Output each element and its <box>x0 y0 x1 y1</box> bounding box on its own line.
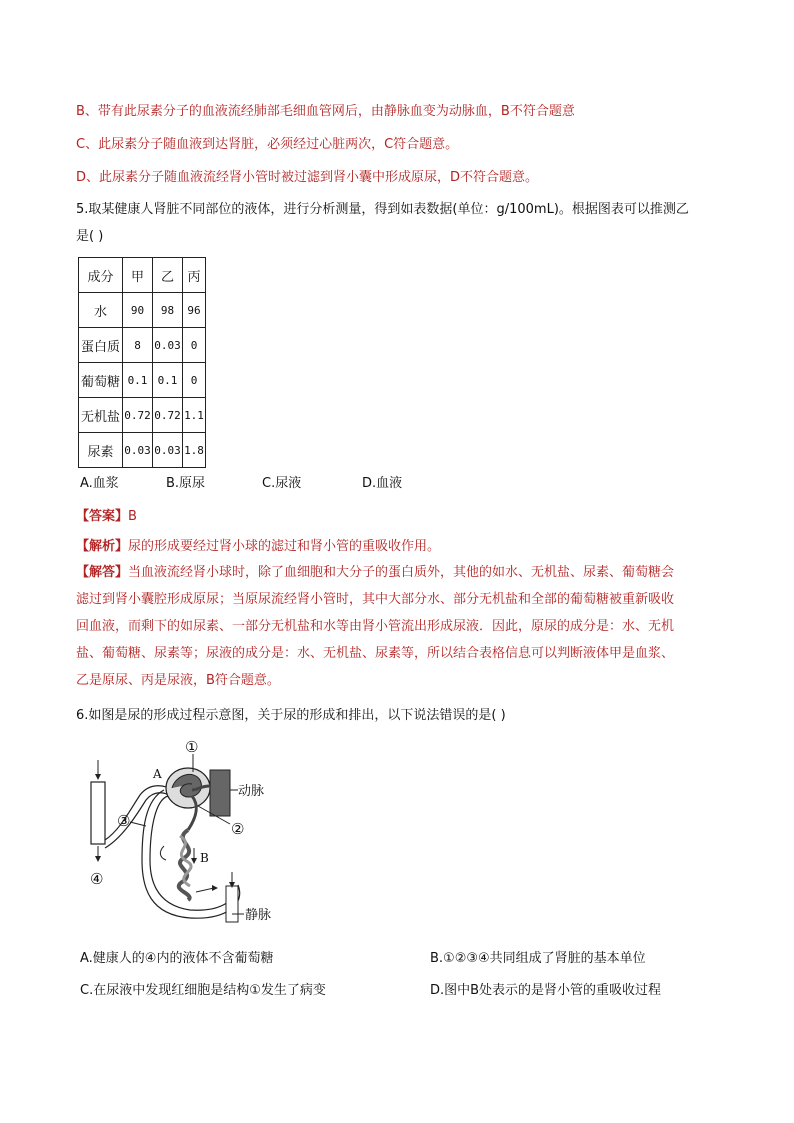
table-cell: 98 <box>153 293 183 328</box>
table-cell: 90 <box>123 293 153 328</box>
label-vein: 静脉 <box>245 908 272 923</box>
q5-option-b: B.原尿 <box>166 476 206 491</box>
analysis-tag: 【解析】 <box>76 539 129 554</box>
table-cell: 无机盐 <box>79 398 123 433</box>
answer-value: B <box>128 509 137 524</box>
table-cell: 8 <box>123 328 153 363</box>
b-arrowhead <box>191 858 197 864</box>
leader-3 <box>130 822 146 826</box>
table-cell: 蛋白质 <box>79 328 123 363</box>
table-cell: 1.1 <box>183 398 206 433</box>
table-cell: 0 <box>183 328 206 363</box>
table-cell: 0 <box>183 363 206 398</box>
q5-solution-line: 乙是原尿、丙是尿液，B符合题意。 <box>76 673 280 688</box>
label-4: ④ <box>90 870 104 888</box>
table-cell: 0.03 <box>123 433 153 468</box>
table-cell: 0.03 <box>153 433 183 468</box>
solution-line-c: C、此尿素分子随血液到达肾脏，必须经过心脏两次，C符合题意。 <box>76 137 459 152</box>
table-cell: 尿素 <box>79 433 123 468</box>
reabsorption-arrow <box>160 846 166 860</box>
q6-option-a: A.健康人的④内的液体不含葡萄糖 <box>80 951 274 966</box>
q5-option-c: C.尿液 <box>262 476 302 491</box>
q6-option-c: C.在尿液中发现红细胞是结构①发生了病变 <box>80 983 326 998</box>
solution-line-d: D、此尿素分子随血液流经肾小管时被过滤到肾小囊中形成原尿，D不符合题意。 <box>76 170 539 185</box>
table-cell: 0.1 <box>153 363 183 398</box>
label-2: ② <box>231 820 245 838</box>
table-header-cell: 乙 <box>153 258 183 293</box>
q5-solution-line: 回血液，而剩下的如尿素、一部分无机盐和水等由肾小管流出形成尿液．因此，原尿的成分是：水、无机 <box>76 619 675 634</box>
table-cell: 葡萄糖 <box>79 363 123 398</box>
solution-tag: 【解答】 <box>76 565 129 580</box>
label-3: ③ <box>117 812 131 830</box>
duct-in-arrowhead <box>95 774 101 780</box>
table-cell: 0.1 <box>123 363 153 398</box>
table-cell: 0.03 <box>153 328 183 363</box>
answer-tag: 【答案】 <box>76 509 129 524</box>
label-b: B <box>200 851 209 865</box>
table-cell: 0.72 <box>123 398 153 433</box>
table-cell: 水 <box>79 293 123 328</box>
q5-stem-line2: 是( ) <box>76 229 104 244</box>
table-cell: 96 <box>183 293 206 328</box>
q5-option-d: D.血液 <box>362 476 403 491</box>
table-header-cell: 成分 <box>79 258 123 293</box>
table-cell: 1.8 <box>183 433 206 468</box>
solution-line-b: B、带有此尿素分子的血液流经肺部毛细血管网后，由静脉血变为动脉血，B不符合题意 <box>76 104 575 119</box>
q5-solution-line: 滤过到肾小囊腔形成原尿；当原尿流经肾小管时，其中大部分水、部分无机盐和全部的葡萄糖被重新吸收 <box>76 592 675 607</box>
q5-solution-line: 盐、葡萄糖、尿素等；尿液的成分是：水、无机盐、尿素等，所以结合表格信息可以判断液体甲是血浆、 <box>76 646 675 661</box>
label-1: ① <box>185 738 199 756</box>
duct-out-arrowhead <box>95 856 101 862</box>
q6-option-b: B.①②③④共同组成了肾脏的基本单位 <box>430 951 646 966</box>
q6-option-d: D.图中B处表示的是肾小管的重吸收过程 <box>430 983 662 998</box>
vein-flow-arrowhead <box>212 885 218 891</box>
artery-vessel <box>210 770 230 816</box>
solution-text: 当血液流经肾小球时，除了血细胞和大分子的蛋白质外，其他的如水、无机盐、尿素、葡萄糖会 <box>128 565 675 580</box>
q5-option-a: A.血浆 <box>80 476 119 491</box>
vein-flow-arrow <box>196 888 214 892</box>
connecting-tubule <box>105 786 172 840</box>
label-a: A <box>153 767 162 781</box>
connecting-tubule-inner <box>105 793 170 848</box>
table-header-cell: 甲 <box>123 258 153 293</box>
q5-stem-line1: 5.取某健康人肾脏不同部位的液体，进行分析测量，得到如表数据(单位：g/100mL)。根据图表可以推测乙 <box>76 202 689 217</box>
vein-vessel <box>226 886 238 922</box>
table-cell: 0.72 <box>153 398 183 433</box>
table-header-cell: 丙 <box>183 258 206 293</box>
collecting-duct <box>91 782 105 844</box>
analysis-text: 尿的形成要经过肾小球的滤过和肾小管的重吸收作用。 <box>128 539 441 554</box>
q6-stem: 6.如图是尿的形成过程示意图，关于尿的形成和排出，以下说法错误的是( ) <box>76 708 506 723</box>
label-artery: 动脉 <box>238 784 265 799</box>
